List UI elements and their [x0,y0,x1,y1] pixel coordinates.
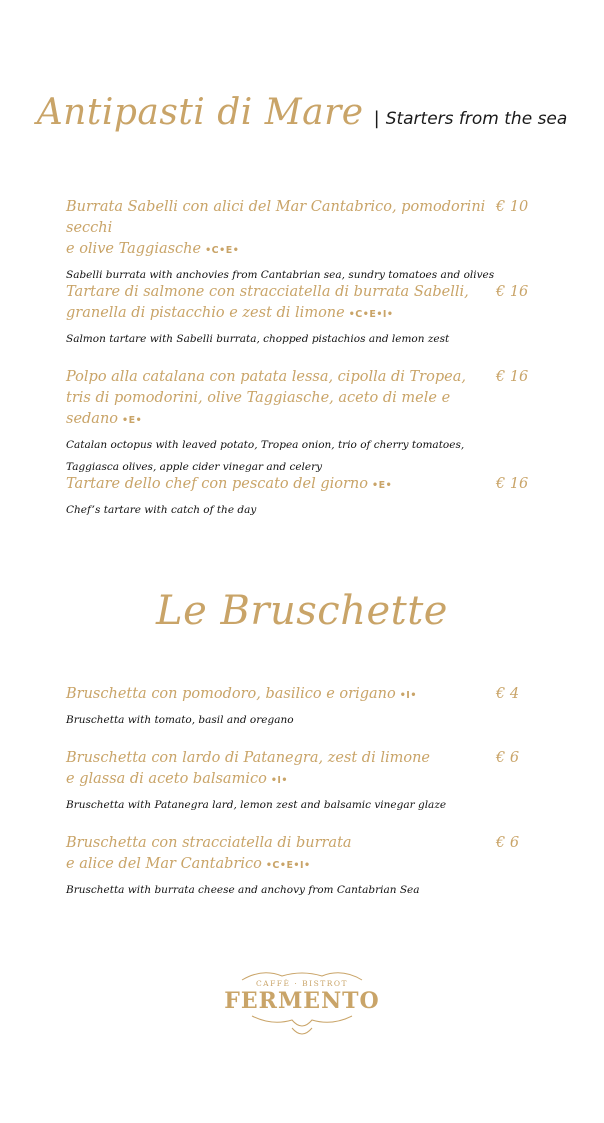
item-name-line: e glassa di aceto balsamico [66,771,267,787]
allergen-codes: •I• [399,690,417,701]
section-title-english: Starters from the sea [385,109,568,129]
item-description-line: Catalan octopus with leaved potato, Tropea onion, trio of cherry tomatoes, [66,439,465,451]
item-description-english [66,434,536,478]
item-name-italian [66,474,496,496]
item-name-italian [66,833,496,876]
item-price: € 6 [496,835,520,851]
fermento-logo [222,966,382,1046]
item-price: € 10 [496,199,529,215]
item-name-italian [66,282,496,325]
item-description-english: Bruschetta with burrata cheese and anchovy from Cantabrian Sea [66,884,420,896]
item-name-italian [66,367,496,431]
menu-item [66,748,536,816]
item-name-line: Bruschetta con pomodoro, basilico e origano [66,686,396,702]
title-separator: | [373,108,380,129]
logo-subtitle: CAFFÈ · BISTROT [255,979,349,988]
logo-bottom-curl [292,1028,312,1034]
item-name-italian [66,684,496,706]
menu-item [66,197,536,286]
item-name-line: granella di pistacchio e zest di limone [66,305,345,321]
item-price: € 16 [496,476,529,492]
menu-item [66,684,536,731]
logo-bottom-flourish [252,1016,352,1026]
item-description-english: Salmon tartare with Sabelli burrata, chopped pistachios and lemon zest [66,333,450,345]
item-price: € 6 [496,750,520,766]
section-title-bruschette [0,588,604,634]
section-title-antipasti [0,92,604,133]
item-name-line: e alice del Mar Cantabrico [66,856,262,872]
menu-item [66,367,536,478]
item-description-line: Taggiasca olives, apple cider vinegar and celery [66,461,323,473]
item-name-italian [66,748,496,791]
item-name-line: tris di pomodorini, olive Taggiasche, aceto di mele e sedano [66,390,451,427]
item-name-line: Polpo alla catalana con patata lessa, cipolla di Tropea, [66,369,466,385]
item-description-english: Chef’s tartare with catch of the day [66,504,257,516]
item-price: € 4 [496,686,520,702]
item-description-english: Bruschetta with Patanegra lard, lemon zest and balsamic vinegar glaze [66,799,447,811]
allergen-codes: •I• [270,775,289,786]
item-name-line: Burrata Sabelli con alici del Mar Cantabrico, pomodorini secchi [66,199,486,236]
allergen-codes: •E• [372,480,393,491]
menu-item [66,833,536,901]
item-price: € 16 [496,369,529,385]
menu-item [66,282,536,350]
allergen-codes: •C•E•I• [348,309,394,320]
item-price: € 16 [496,284,529,300]
item-description-english: Bruschetta with tomato, basil and oregano [66,714,294,726]
item-name-line: Bruschetta con lardo di Patanegra, zest di limone [66,750,430,766]
section-title-italian: Antipasti di Mare [36,92,364,133]
allergen-codes: •E• [122,415,143,426]
item-name-line: Bruschetta con stracciatella di burrata [66,835,352,851]
allergen-codes: •C•E•I• [265,860,311,871]
item-name-line: Tartare dello chef con pescato del giorno [66,476,369,492]
menu-item [66,474,536,521]
section-title-italian: Le Bruschette [156,588,448,634]
item-name-line: e olive Taggiasche [66,241,202,257]
item-name-italian [66,197,496,261]
item-description-english: Sabelli burrata with anchovies from Cantabrian sea, sundry tomatoes and olives [66,269,495,281]
logo-name: FERMENTO [224,988,380,1014]
allergen-codes: •C•E• [205,245,240,256]
item-name-line: Tartare di salmone con stracciatella di burrata Sabelli, [66,284,469,300]
